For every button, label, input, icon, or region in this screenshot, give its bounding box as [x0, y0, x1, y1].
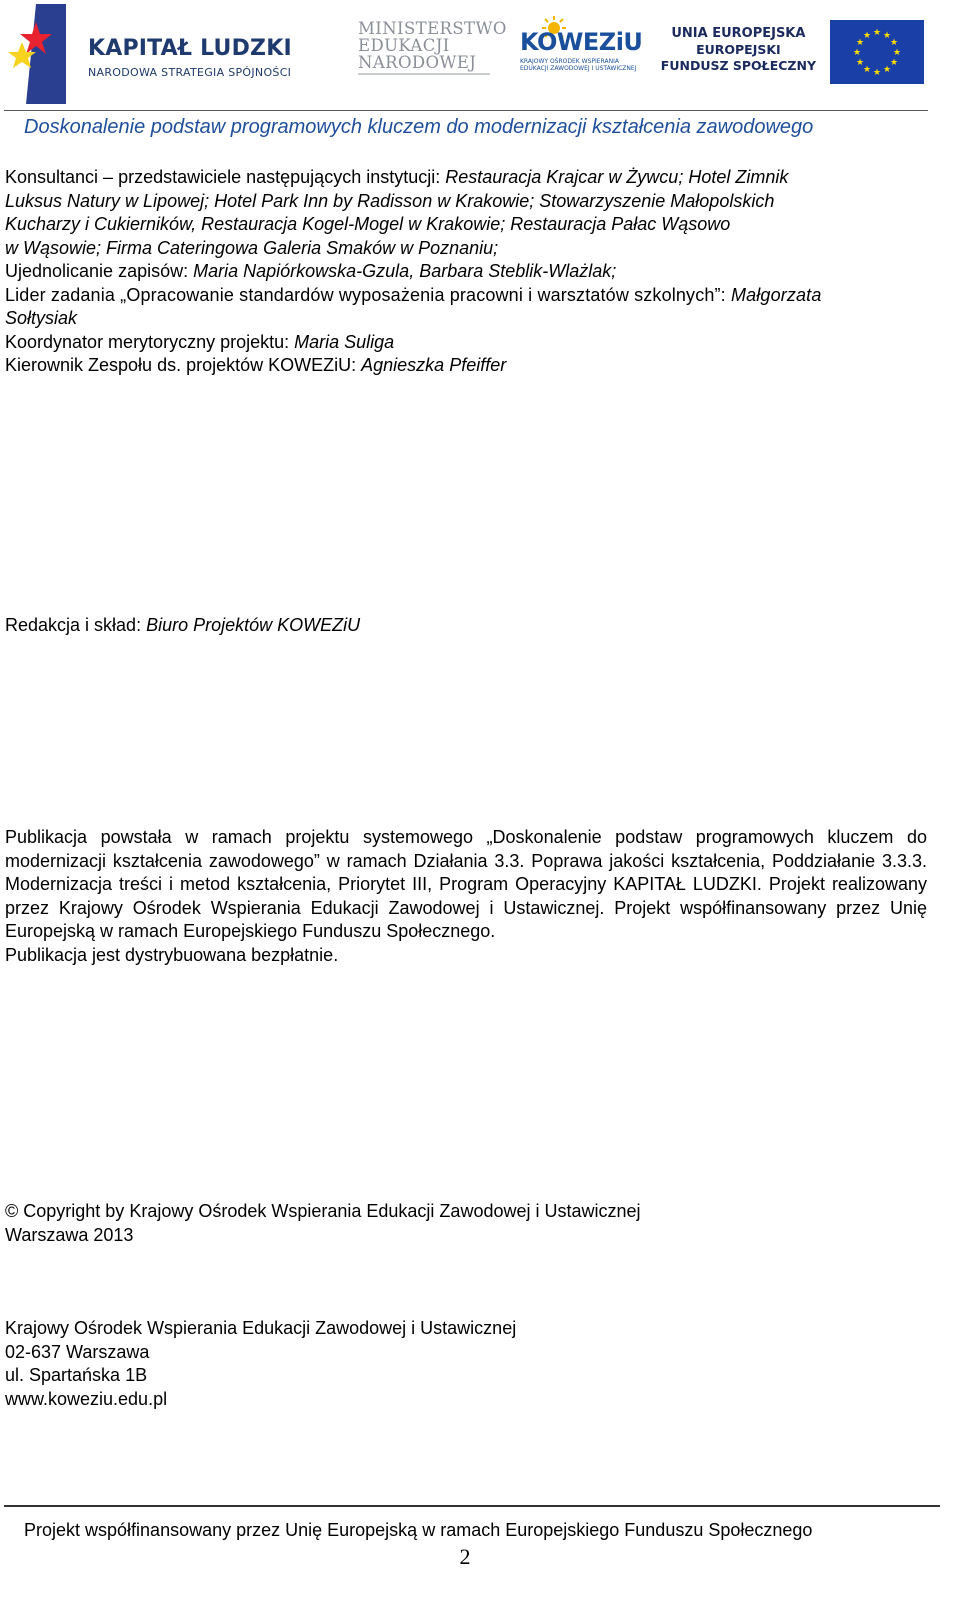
- svg-text:★: ★: [855, 38, 865, 48]
- svg-text:★: ★: [862, 31, 872, 41]
- svg-text:★: ★: [872, 68, 882, 78]
- koweziu-sub-1: KRAJOWY OŚRODEK WSPIERANIA: [520, 58, 619, 65]
- copyright-line: © Copyright by Krajowy Ośrodek Wspierania Edukacji Zawodowej i Ustawicznej: [5, 1201, 641, 1221]
- svg-text:★: ★: [855, 58, 865, 68]
- svg-text:★: ★: [882, 31, 892, 41]
- address-postal: 02-637 Warszawa: [5, 1341, 150, 1362]
- svg-text:★: ★: [872, 28, 882, 38]
- konsultanci-line-3: Kucharzy i Cukierników, Restauracja Kogel-Mogel w Krakowie; Restauracja Pałac Wąsowo: [5, 214, 731, 234]
- copyright-place-year: Warszawa 2013: [5, 1224, 134, 1245]
- konsultanci-names-1: Restauracja Krajcar w Żywcu; Hotel Zimnik: [445, 167, 789, 187]
- svg-text:★: ★: [852, 48, 862, 58]
- logo-bar: [0, 0, 960, 110]
- address-web-link[interactable]: www.koweziu.edu.pl: [5, 1388, 168, 1409]
- ministerstwo-logo: [358, 20, 507, 71]
- redakcja-label: Redakcja i skład:: [5, 615, 142, 635]
- konsultanci-line-2: Luksus Natury w Lipowej; Hotel Park Inn by Radisson w Krakowie; Stowarzyszenie Małopolskich: [5, 190, 775, 211]
- ministerstwo-line-3: NARODOWEJ: [358, 53, 477, 72]
- ue-line-3: FUNDUSZ SPOŁECZNY: [660, 58, 816, 73]
- publikacja-free: Publikacja jest dystrybuowana bezpłatnie.: [5, 944, 339, 965]
- kapital-ludzki-flag-icon: [6, 4, 66, 104]
- page-number: 2: [459, 1544, 471, 1569]
- ue-line-2: EUROPEJSKI: [696, 42, 781, 57]
- ue-text: [661, 26, 816, 74]
- svg-text:★: ★: [892, 48, 902, 58]
- svg-text:★: ★: [882, 65, 892, 75]
- ministerstwo-rule: [358, 73, 490, 75]
- ministerstwo-line-2: EDUKACJI: [358, 36, 450, 55]
- address-street: ul. Spartańska 1B: [5, 1365, 148, 1385]
- koweziu-sub-2: EDUKACJI ZAWODOWEJ I USTAWICZNEJ: [520, 65, 637, 72]
- koordynator-line: Koordynator merytoryczny projektu: Maria Suliga: [5, 331, 395, 352]
- ujednolicanie-line: Ujednolicanie zapisów: Maria Napiórkowska-Gzula, Barbara Steblik-Wlażlak;: [5, 261, 617, 281]
- kapital-ludzki-subtitle: NARODOWA STRATEGIA SPÓJNOŚCI: [88, 66, 292, 79]
- address-block: [5, 1317, 927, 1411]
- credits-block: [5, 166, 927, 378]
- koweziu-subtitle: [520, 58, 636, 72]
- koweziu-logo: [520, 16, 643, 86]
- redakcja-value: Biuro Projektów KOWEZiU: [146, 615, 361, 635]
- ue-line-1: UNIA EUROPEJSKA: [671, 26, 806, 41]
- footer-text: Projekt współfinansowany przez Unię Europejską w ramach Europejskiego Funduszu Społecznego: [24, 1520, 813, 1540]
- address-name: Krajowy Ośrodek Wspierania Edukacji Zawodowej i Ustawicznej: [5, 1318, 517, 1338]
- eu-flag-icon: [830, 20, 924, 84]
- svg-text:★: ★: [889, 38, 899, 48]
- svg-text:★: ★: [862, 65, 872, 75]
- kierownik-line: Kierownik Zespołu ds. projektów KOWEZiU: Agnieszka Pfeiffer: [5, 355, 507, 375]
- kapital-ludzki-title: KAPITAŁ LUDZKI: [88, 36, 292, 61]
- publikacja-block: [5, 826, 927, 967]
- konsultanci-line-4: w Wąsowie; Firma Cateringowa Galeria Smaków w Poznaniu;: [5, 237, 499, 258]
- lider-name-line: Sołtysiak: [5, 308, 78, 328]
- redakcja-line: [5, 614, 927, 638]
- koweziu-wordmark: KOWEZiU: [520, 28, 643, 56]
- footer-rule: [4, 1505, 940, 1507]
- ministerstwo-line-1: MINISTERSTWO: [358, 19, 507, 38]
- konsultanci-label: Konsultanci – przedstawiciele następujących instytucji:: [5, 167, 441, 187]
- lider-line: Lider zadania „Opracowanie standardów wyposażenia pracowni i warsztatów szkolnych”: Małgorzata: [5, 284, 822, 305]
- copyright-block: [5, 1200, 927, 1247]
- svg-text:★: ★: [889, 58, 899, 68]
- publikacja-text: Publikacja powstała w ramach projektu systemowego „Doskonalenie podstaw programowych kluczem do modernizacji kształcenia zawodowego” w ramach Działania 3.3. Poprawa jakości kształcenia, Poddziałanie 3.3.3. Modernizacja treści i metod kształcenia, Priorytet III, Program Operacyjny KAPITAŁ LUDZKI. Projekt realizowany przez Krajowy Ośrodek Wspierania Edukacji Zawodowej i Ustawicznej. Projekt współfinansowany przez Unię Europejską w ramach Europejskiego Funduszu Społecznego.: [5, 827, 927, 941]
- header-title: Doskonalenie podstaw programowych kluczem do modernizacji kształcenia zawodowego: [24, 116, 814, 138]
- konsultanci-line-1: [5, 166, 927, 190]
- header-rule: [4, 110, 928, 111]
